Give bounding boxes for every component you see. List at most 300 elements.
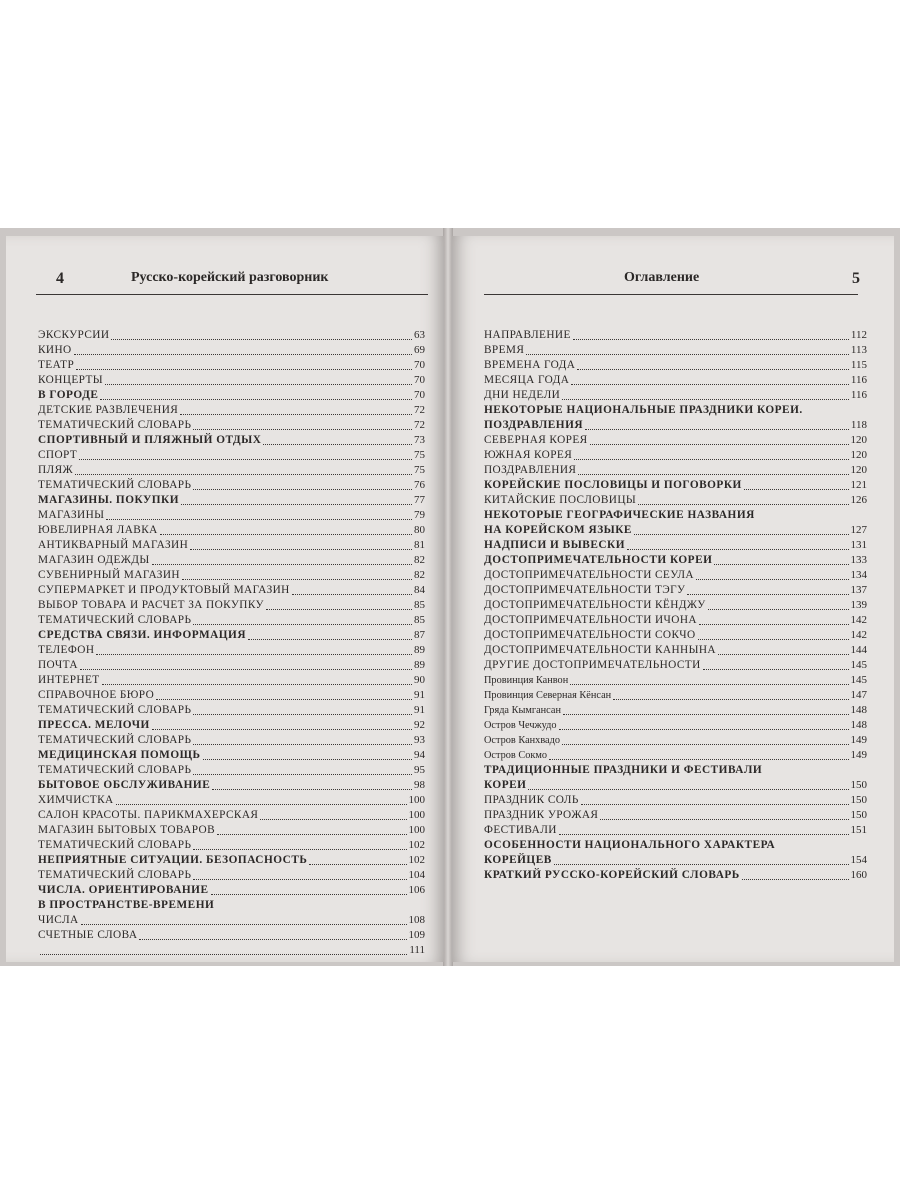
toc-entry <box>38 688 425 703</box>
toc-leader-dots <box>260 819 406 820</box>
toc-entry-page: 145 <box>850 674 867 686</box>
toc-leader-dots <box>585 429 849 430</box>
toc-leader-dots <box>181 504 412 505</box>
toc-entry-page: 109 <box>408 929 425 941</box>
toc-entry-title: КИТАЙСКИЕ ПОСЛОВИЦЫ <box>484 494 637 506</box>
toc-leader-dots <box>698 639 849 640</box>
toc-entry-page: 154 <box>850 854 867 866</box>
toc-entry <box>38 868 425 883</box>
toc-entry <box>484 853 867 868</box>
toc-entry-title: ТЕМАТИЧЕСКИЙ СЛОВАРЬ <box>38 614 192 626</box>
toc-entry-title: ТЕМАТИЧЕСКИЙ СЛОВАРЬ <box>38 734 192 746</box>
toc-entry-title: САЛОН КРАСОТЫ. ПАРИКМАХЕРСКАЯ <box>38 809 259 821</box>
toc-leader-dots <box>40 954 407 955</box>
toc-entry <box>38 748 425 763</box>
toc-entry-page: 149 <box>850 749 867 761</box>
toc-entry <box>484 583 867 598</box>
toc-entry <box>38 943 425 958</box>
toc-leader-dots <box>718 654 849 655</box>
toc-leader-dots <box>116 804 407 805</box>
toc-entry <box>38 673 425 688</box>
toc-entry-title: ТЕМАТИЧЕСКИЙ СЛОВАРЬ <box>38 764 192 776</box>
toc-leader-dots <box>96 654 412 655</box>
toc-leader-dots <box>180 414 412 415</box>
toc-entry <box>484 553 867 568</box>
toc-entry-page: 113 <box>850 344 867 356</box>
toc-entry-title: СУПЕРМАРКЕТ И ПРОДУКТОВЫЙ МАГАЗИН <box>38 584 290 596</box>
toc-entry-page: 160 <box>850 869 867 881</box>
toc-entry <box>484 763 867 778</box>
toc-entry-title: ПРАЗДНИК УРОЖАЯ <box>484 809 599 821</box>
toc-entry-page: 94 <box>414 749 425 761</box>
toc-leader-dots <box>590 444 849 445</box>
toc-entry-title: Остров Сокмо <box>484 750 548 761</box>
toc-entry-title: ВРЕМЯ <box>484 344 525 356</box>
toc-entry-title: Провинция Канвон <box>484 675 569 686</box>
toc-entry <box>484 613 867 628</box>
toc-entry-page: 116 <box>850 374 867 386</box>
toc-entry-title: ДОСТОПРИМЕЧАТЕЛЬНОСТИ КОРЕИ <box>484 554 713 566</box>
toc-entry-page: 150 <box>850 779 867 791</box>
toc-leader-dots <box>100 399 412 400</box>
toc-entry-title: ВРЕМЕНА ГОДА <box>484 359 576 371</box>
toc-entry-page: 100 <box>408 794 425 806</box>
toc-entry-title: В ПРОСТРАНСТВЕ-ВРЕМЕНИ <box>38 899 215 911</box>
toc-entry-page: 89 <box>414 659 425 671</box>
toc-entry-title: ЮЖНАЯ КОРЕЯ <box>484 449 573 461</box>
toc-entry-title: ДОСТОПРИМЕЧАТЕЛЬНОСТИ СОКЧО <box>484 629 696 641</box>
toc-entry-title: СПОРТИВНЫЙ И ПЛЯЖНЫЙ ОТДЫХ <box>38 434 262 446</box>
toc-leader-dots <box>687 594 848 595</box>
toc-entry-title: НЕКОТОРЫЕ НАЦИОНАЛЬНЫЕ ПРАЗДНИКИ КОРЕИ. <box>484 404 803 416</box>
toc-entry-title: ПРАЗДНИК СОЛЬ <box>484 794 579 806</box>
toc-entry <box>38 568 425 583</box>
toc-entry-page: 142 <box>850 614 867 626</box>
right-page-number: 5 <box>852 270 860 287</box>
book-spread <box>0 228 900 966</box>
toc-entry-title: НА КОРЕЙСКОМ ЯЗЫКЕ <box>484 524 632 536</box>
right-running-head: Оглавление <box>624 270 700 285</box>
toc-leader-dots <box>574 459 848 460</box>
toc-entry-page: 76 <box>414 479 425 491</box>
toc-entry-page: 133 <box>850 554 867 566</box>
toc-entry-title: КОРЕЙСКИЕ ПОСЛОВИЦЫ И ПОГОВОРКИ <box>484 479 742 491</box>
toc-entry-title: ЧИСЛА <box>38 914 79 926</box>
toc-leader-dots <box>634 534 849 535</box>
toc-entry <box>484 388 867 403</box>
toc-entry <box>38 853 425 868</box>
toc-entry-page: 116 <box>850 389 867 401</box>
toc-entry-title: ФЕСТИВАЛИ <box>484 824 557 836</box>
toc-entry-title: КОРЕЙЦЕВ <box>484 854 552 866</box>
toc-leader-dots <box>703 669 849 670</box>
toc-entry-title: ТЕАТР <box>38 359 75 371</box>
toc-entry <box>484 418 867 433</box>
toc-leader-dots <box>193 429 412 430</box>
toc-leader-dots <box>699 624 849 625</box>
toc-leader-dots <box>627 549 848 550</box>
toc-entry-title: СРЕДСТВА СВЯЗИ. ИНФОРМАЦИЯ <box>38 629 246 641</box>
toc-entry-page: 80 <box>414 524 425 536</box>
toc-entry-page: 70 <box>414 374 425 386</box>
toc-entry-title: МАГАЗИН БЫТОВЫХ ТОВАРОВ <box>38 824 216 836</box>
toc-entry-page: 72 <box>414 404 425 416</box>
toc-entry-title: СУВЕНИРНЫЙ МАГАЗИН <box>38 569 180 581</box>
toc-entry <box>38 553 425 568</box>
toc-leader-dots <box>562 744 848 745</box>
toc-entry <box>38 838 425 853</box>
toc-entry-page: 111 <box>409 944 425 956</box>
right-page <box>452 236 894 962</box>
toc-entry-page: 91 <box>414 689 425 701</box>
toc-entry-title: КИНО <box>38 344 72 356</box>
toc-entry <box>38 328 425 343</box>
toc-entry-title: ДЕТСКИЕ РАЗВЛЕЧЕНИЯ <box>38 404 179 416</box>
toc-leader-dots <box>193 714 412 715</box>
toc-leader-dots <box>266 609 412 610</box>
toc-entry <box>484 433 867 448</box>
toc-entry-title: ПОЗДРАВЛЕНИЯ <box>484 419 584 431</box>
toc-entry-page: 127 <box>850 524 867 536</box>
toc-entry-page: 100 <box>408 824 425 836</box>
toc-entry-title: НАПРАВЛЕНИЕ <box>484 329 571 341</box>
right-toc <box>484 328 867 883</box>
toc-entry <box>484 823 867 838</box>
right-header-rule <box>484 294 858 295</box>
toc-entry <box>38 598 425 613</box>
toc-leader-dots <box>613 699 848 700</box>
toc-entry <box>38 703 425 718</box>
toc-entry-page: 63 <box>414 329 425 341</box>
toc-entry-page: 150 <box>850 809 867 821</box>
toc-entry <box>38 913 425 928</box>
toc-leader-dots <box>248 639 412 640</box>
toc-entry <box>38 808 425 823</box>
toc-entry-page: 72 <box>414 419 425 431</box>
toc-entry <box>484 838 867 853</box>
toc-leader-dots <box>156 699 412 700</box>
toc-entry-title: ДРУГИЕ ДОСТОПРИМЕЧАТЕЛЬНОСТИ <box>484 659 701 671</box>
toc-leader-dots <box>74 354 412 355</box>
toc-entry <box>38 733 425 748</box>
toc-entry-title: ВЫБОР ТОВАРА И РАСЧЕТ ЗА ПОКУПКУ <box>38 599 264 611</box>
toc-leader-dots <box>139 939 406 940</box>
toc-entry-title: НЕКОТОРЫЕ ГЕОГРАФИЧЕСКИЕ НАЗВАНИЯ <box>484 509 755 521</box>
toc-leader-dots <box>81 924 407 925</box>
toc-entry <box>38 388 425 403</box>
toc-entry-title: ТЕМАТИЧЕСКИЙ СЛОВАРЬ <box>38 479 192 491</box>
toc-entry-page: 85 <box>414 614 425 626</box>
toc-leader-dots <box>562 399 849 400</box>
toc-entry-page: 131 <box>850 539 867 551</box>
toc-entry-title: ТЕМАТИЧЕСКИЙ СЛОВАРЬ <box>38 839 192 851</box>
toc-entry-title: СЧЕТНЫЕ СЛОВА <box>38 929 138 941</box>
toc-entry-title: ДОСТОПРИМЕЧАТЕЛЬНОСТИ ТЭГУ <box>484 584 686 596</box>
toc-leader-dots <box>111 339 412 340</box>
toc-leader-dots <box>577 369 849 370</box>
toc-entry <box>38 898 425 913</box>
toc-entry-title: ТЕМАТИЧЕСКИЙ СЛОВАРЬ <box>38 419 192 431</box>
toc-entry <box>38 658 425 673</box>
toc-entry <box>484 343 867 358</box>
toc-entry <box>38 508 425 523</box>
toc-leader-dots <box>526 354 849 355</box>
toc-leader-dots <box>742 879 849 880</box>
toc-entry-title: Гряда Кымгансан <box>484 705 561 716</box>
toc-entry <box>38 418 425 433</box>
toc-entry-page: 79 <box>414 509 425 521</box>
toc-entry <box>38 613 425 628</box>
toc-entry <box>38 538 425 553</box>
toc-entry-title: ИНТЕРНЕТ <box>38 674 100 686</box>
toc-entry-page: 112 <box>850 329 867 341</box>
toc-entry-title: ТЕЛЕФОН <box>38 644 95 656</box>
toc-entry-page: 75 <box>414 464 425 476</box>
toc-leader-dots <box>211 894 407 895</box>
toc-entry-title: Остров Канхвадо <box>484 735 561 746</box>
toc-entry-title: ЧИСЛА. ОРИЕНТИРОВАНИЕ <box>38 884 209 896</box>
toc-leader-dots <box>76 369 412 370</box>
toc-entry <box>38 778 425 793</box>
toc-entry-page: 87 <box>414 629 425 641</box>
toc-leader-dots <box>190 549 412 550</box>
toc-leader-dots <box>193 774 412 775</box>
toc-leader-dots <box>309 864 406 865</box>
toc-entry <box>484 703 867 718</box>
toc-leader-dots <box>79 459 412 460</box>
toc-entry-title: КОНЦЕРТЫ <box>38 374 104 386</box>
toc-entry <box>484 328 867 343</box>
toc-entry-title: СЕВЕРНАЯ КОРЕЯ <box>484 434 588 446</box>
toc-entry-title: МАГАЗИН ОДЕЖДЫ <box>38 554 150 566</box>
toc-leader-dots <box>217 834 406 835</box>
toc-entry <box>38 928 425 943</box>
toc-entry-title: ПОЧТА <box>38 659 78 671</box>
toc-entry <box>484 778 867 793</box>
toc-entry <box>38 463 425 478</box>
toc-entry-title: ЭКСКУРСИИ <box>38 329 110 341</box>
toc-entry-page: 148 <box>850 704 867 716</box>
toc-leader-dots <box>744 489 849 490</box>
toc-entry <box>484 538 867 553</box>
toc-leader-dots <box>600 819 848 820</box>
toc-entry <box>38 433 425 448</box>
toc-entry-page: 95 <box>414 764 425 776</box>
toc-entry-page: 93 <box>414 734 425 746</box>
toc-entry-page: 145 <box>850 659 867 671</box>
toc-entry <box>484 868 867 883</box>
toc-entry-page: 120 <box>850 434 867 446</box>
toc-entry-page: 85 <box>414 599 425 611</box>
right-page-header <box>484 270 860 292</box>
toc-entry-title: КОРЕИ <box>484 779 527 791</box>
toc-entry-page: 70 <box>414 389 425 401</box>
toc-entry-title: ТРАДИЦИОННЫЕ ПРАЗДНИКИ И ФЕСТИВАЛИ <box>484 764 763 776</box>
toc-entry-title: МЕСЯЦА ГОДА <box>484 374 570 386</box>
toc-entry <box>484 508 867 523</box>
toc-entry-title: Провинция Северная Кёнсан <box>484 690 612 701</box>
toc-entry-title: В ГОРОДЕ <box>38 389 99 401</box>
toc-entry-page: 98 <box>414 779 425 791</box>
toc-entry-title: ЮВЕЛИРНАЯ ЛАВКА <box>38 524 158 536</box>
toc-leader-dots <box>559 834 849 835</box>
toc-entry <box>38 358 425 373</box>
toc-entry-title: ПЛЯЖ <box>38 464 74 476</box>
toc-entry-page: 106 <box>408 884 425 896</box>
toc-entry <box>484 733 867 748</box>
toc-entry <box>484 808 867 823</box>
toc-entry <box>484 628 867 643</box>
toc-leader-dots <box>212 789 412 790</box>
toc-leader-dots <box>549 759 848 760</box>
toc-entry-title: ПРЕССА. МЕЛОЧИ <box>38 719 150 731</box>
toc-entry-page: 120 <box>850 449 867 461</box>
toc-entry <box>484 748 867 763</box>
toc-leader-dots <box>152 729 412 730</box>
toc-leader-dots <box>152 564 412 565</box>
toc-entry-page: 148 <box>850 719 867 731</box>
toc-entry-page: 89 <box>414 644 425 656</box>
toc-entry-page: 151 <box>850 824 867 836</box>
left-header-rule <box>36 294 428 295</box>
toc-entry <box>484 643 867 658</box>
toc-leader-dots <box>570 684 848 685</box>
toc-entry-page: 108 <box>408 914 425 926</box>
toc-leader-dots <box>106 519 412 520</box>
toc-entry-title: ДНИ НЕДЕЛИ <box>484 389 561 401</box>
toc-leader-dots <box>263 444 412 445</box>
toc-entry-page: 126 <box>850 494 867 506</box>
toc-entry-page: 147 <box>850 689 867 701</box>
toc-entry-title: БЫТОВОЕ ОБСЛУЖИВАНИЕ <box>38 779 211 791</box>
left-running-head: Русско-корейский разговорник <box>131 270 329 285</box>
toc-entry-page: 100 <box>408 809 425 821</box>
toc-entry <box>484 718 867 733</box>
toc-entry <box>484 403 867 418</box>
toc-entry-title: НЕПРИЯТНЫЕ СИТУАЦИИ. БЕЗОПАСНОСТЬ <box>38 854 308 866</box>
toc-entry-title: МАГАЗИНЫ. ПОКУПКИ <box>38 494 180 506</box>
toc-entry <box>484 568 867 583</box>
toc-entry-page: 91 <box>414 704 425 716</box>
toc-entry-page: 82 <box>414 569 425 581</box>
toc-entry <box>38 343 425 358</box>
toc-entry <box>38 643 425 658</box>
toc-leader-dots <box>160 534 412 535</box>
toc-entry <box>484 523 867 538</box>
toc-leader-dots <box>528 789 848 790</box>
toc-entry-page: 104 <box>408 869 425 881</box>
toc-entry <box>484 373 867 388</box>
toc-entry-page: 142 <box>850 629 867 641</box>
toc-leader-dots <box>182 579 412 580</box>
toc-leader-dots <box>578 474 848 475</box>
toc-entry-page: 134 <box>850 569 867 581</box>
toc-entry-page: 139 <box>850 599 867 611</box>
toc-leader-dots <box>102 684 412 685</box>
toc-entry <box>484 793 867 808</box>
toc-entry-title: ХИМЧИСТКА <box>38 794 114 806</box>
toc-entry-page: 150 <box>850 794 867 806</box>
toc-leader-dots <box>696 579 849 580</box>
toc-entry <box>484 463 867 478</box>
toc-leader-dots <box>563 714 849 715</box>
left-page <box>6 236 444 962</box>
toc-leader-dots <box>80 669 412 670</box>
toc-entry-title: ОСОБЕННОСТИ НАЦИОНАЛЬНОГО ХАРАКТЕРА <box>484 839 776 851</box>
toc-leader-dots <box>75 474 412 475</box>
toc-entry <box>38 373 425 388</box>
toc-entry <box>484 493 867 508</box>
toc-leader-dots <box>638 504 848 505</box>
toc-entry-title: ДОСТОПРИМЕЧАТЕЛЬНОСТИ КАННЫНА <box>484 644 716 656</box>
toc-leader-dots <box>559 729 849 730</box>
toc-entry-title: Остров Чечжудо <box>484 720 557 731</box>
toc-entry-title: НАДПИСИ И ВЫВЕСКИ <box>484 539 626 551</box>
toc-entry <box>484 598 867 613</box>
toc-entry-page: 102 <box>408 854 425 866</box>
toc-leader-dots <box>203 759 412 760</box>
toc-entry-title: ДОСТОПРИМЕЧАТЕЛЬНОСТИ КЁНДЖУ <box>484 599 706 611</box>
toc-entry <box>38 583 425 598</box>
toc-entry-title: ДОСТОПРИМЕЧАТЕЛЬНОСТИ СЕУЛА <box>484 569 694 581</box>
left-page-header <box>36 270 428 292</box>
toc-leader-dots <box>714 564 848 565</box>
toc-entry <box>38 718 425 733</box>
toc-entry-page: 90 <box>414 674 425 686</box>
toc-entry-page: 70 <box>414 359 425 371</box>
toc-entry <box>38 883 425 898</box>
toc-entry-page: 92 <box>414 719 425 731</box>
toc-entry-title: ТЕМАТИЧЕСКИЙ СЛОВАРЬ <box>38 869 192 881</box>
toc-entry-title: ПОЗДРАВЛЕНИЯ <box>484 464 577 476</box>
toc-entry <box>484 478 867 493</box>
toc-entry <box>484 658 867 673</box>
toc-leader-dots <box>708 609 849 610</box>
toc-entry-title: СПОРТ <box>38 449 78 461</box>
toc-entry-page: 102 <box>408 839 425 851</box>
toc-leader-dots <box>193 744 412 745</box>
toc-entry-page: 69 <box>414 344 425 356</box>
toc-entry-page: 137 <box>850 584 867 596</box>
toc-entry-title: МЕДИЦИНСКАЯ ПОМОЩЬ <box>38 749 201 761</box>
toc-entry <box>484 688 867 703</box>
toc-entry <box>38 793 425 808</box>
toc-leader-dots <box>581 804 849 805</box>
toc-entry <box>38 523 425 538</box>
toc-entry-title: КРАТКИЙ РУССКО-КОРЕЙСКИЙ СЛОВАРЬ <box>484 869 740 881</box>
toc-leader-dots <box>193 624 412 625</box>
toc-entry-page: 121 <box>850 479 867 491</box>
toc-entry <box>484 673 867 688</box>
toc-entry <box>38 763 425 778</box>
toc-entry-title: АНТИКВАРНЫЙ МАГАЗИН <box>38 539 189 551</box>
toc-leader-dots <box>105 384 412 385</box>
toc-entry <box>38 493 425 508</box>
toc-leader-dots <box>193 879 406 880</box>
toc-entry-page: 73 <box>414 434 425 446</box>
left-page-number: 4 <box>56 270 64 287</box>
toc-entry <box>38 823 425 838</box>
toc-entry-page: 144 <box>850 644 867 656</box>
toc-entry-title: МАГАЗИНЫ <box>38 509 105 521</box>
toc-entry-page: 81 <box>414 539 425 551</box>
toc-entry-page: 84 <box>414 584 425 596</box>
toc-entry-title: СПРАВОЧНОЕ БЮРО <box>38 689 155 701</box>
toc-entry <box>38 628 425 643</box>
toc-leader-dots <box>292 594 412 595</box>
toc-entry <box>38 478 425 493</box>
toc-leader-dots <box>193 489 412 490</box>
